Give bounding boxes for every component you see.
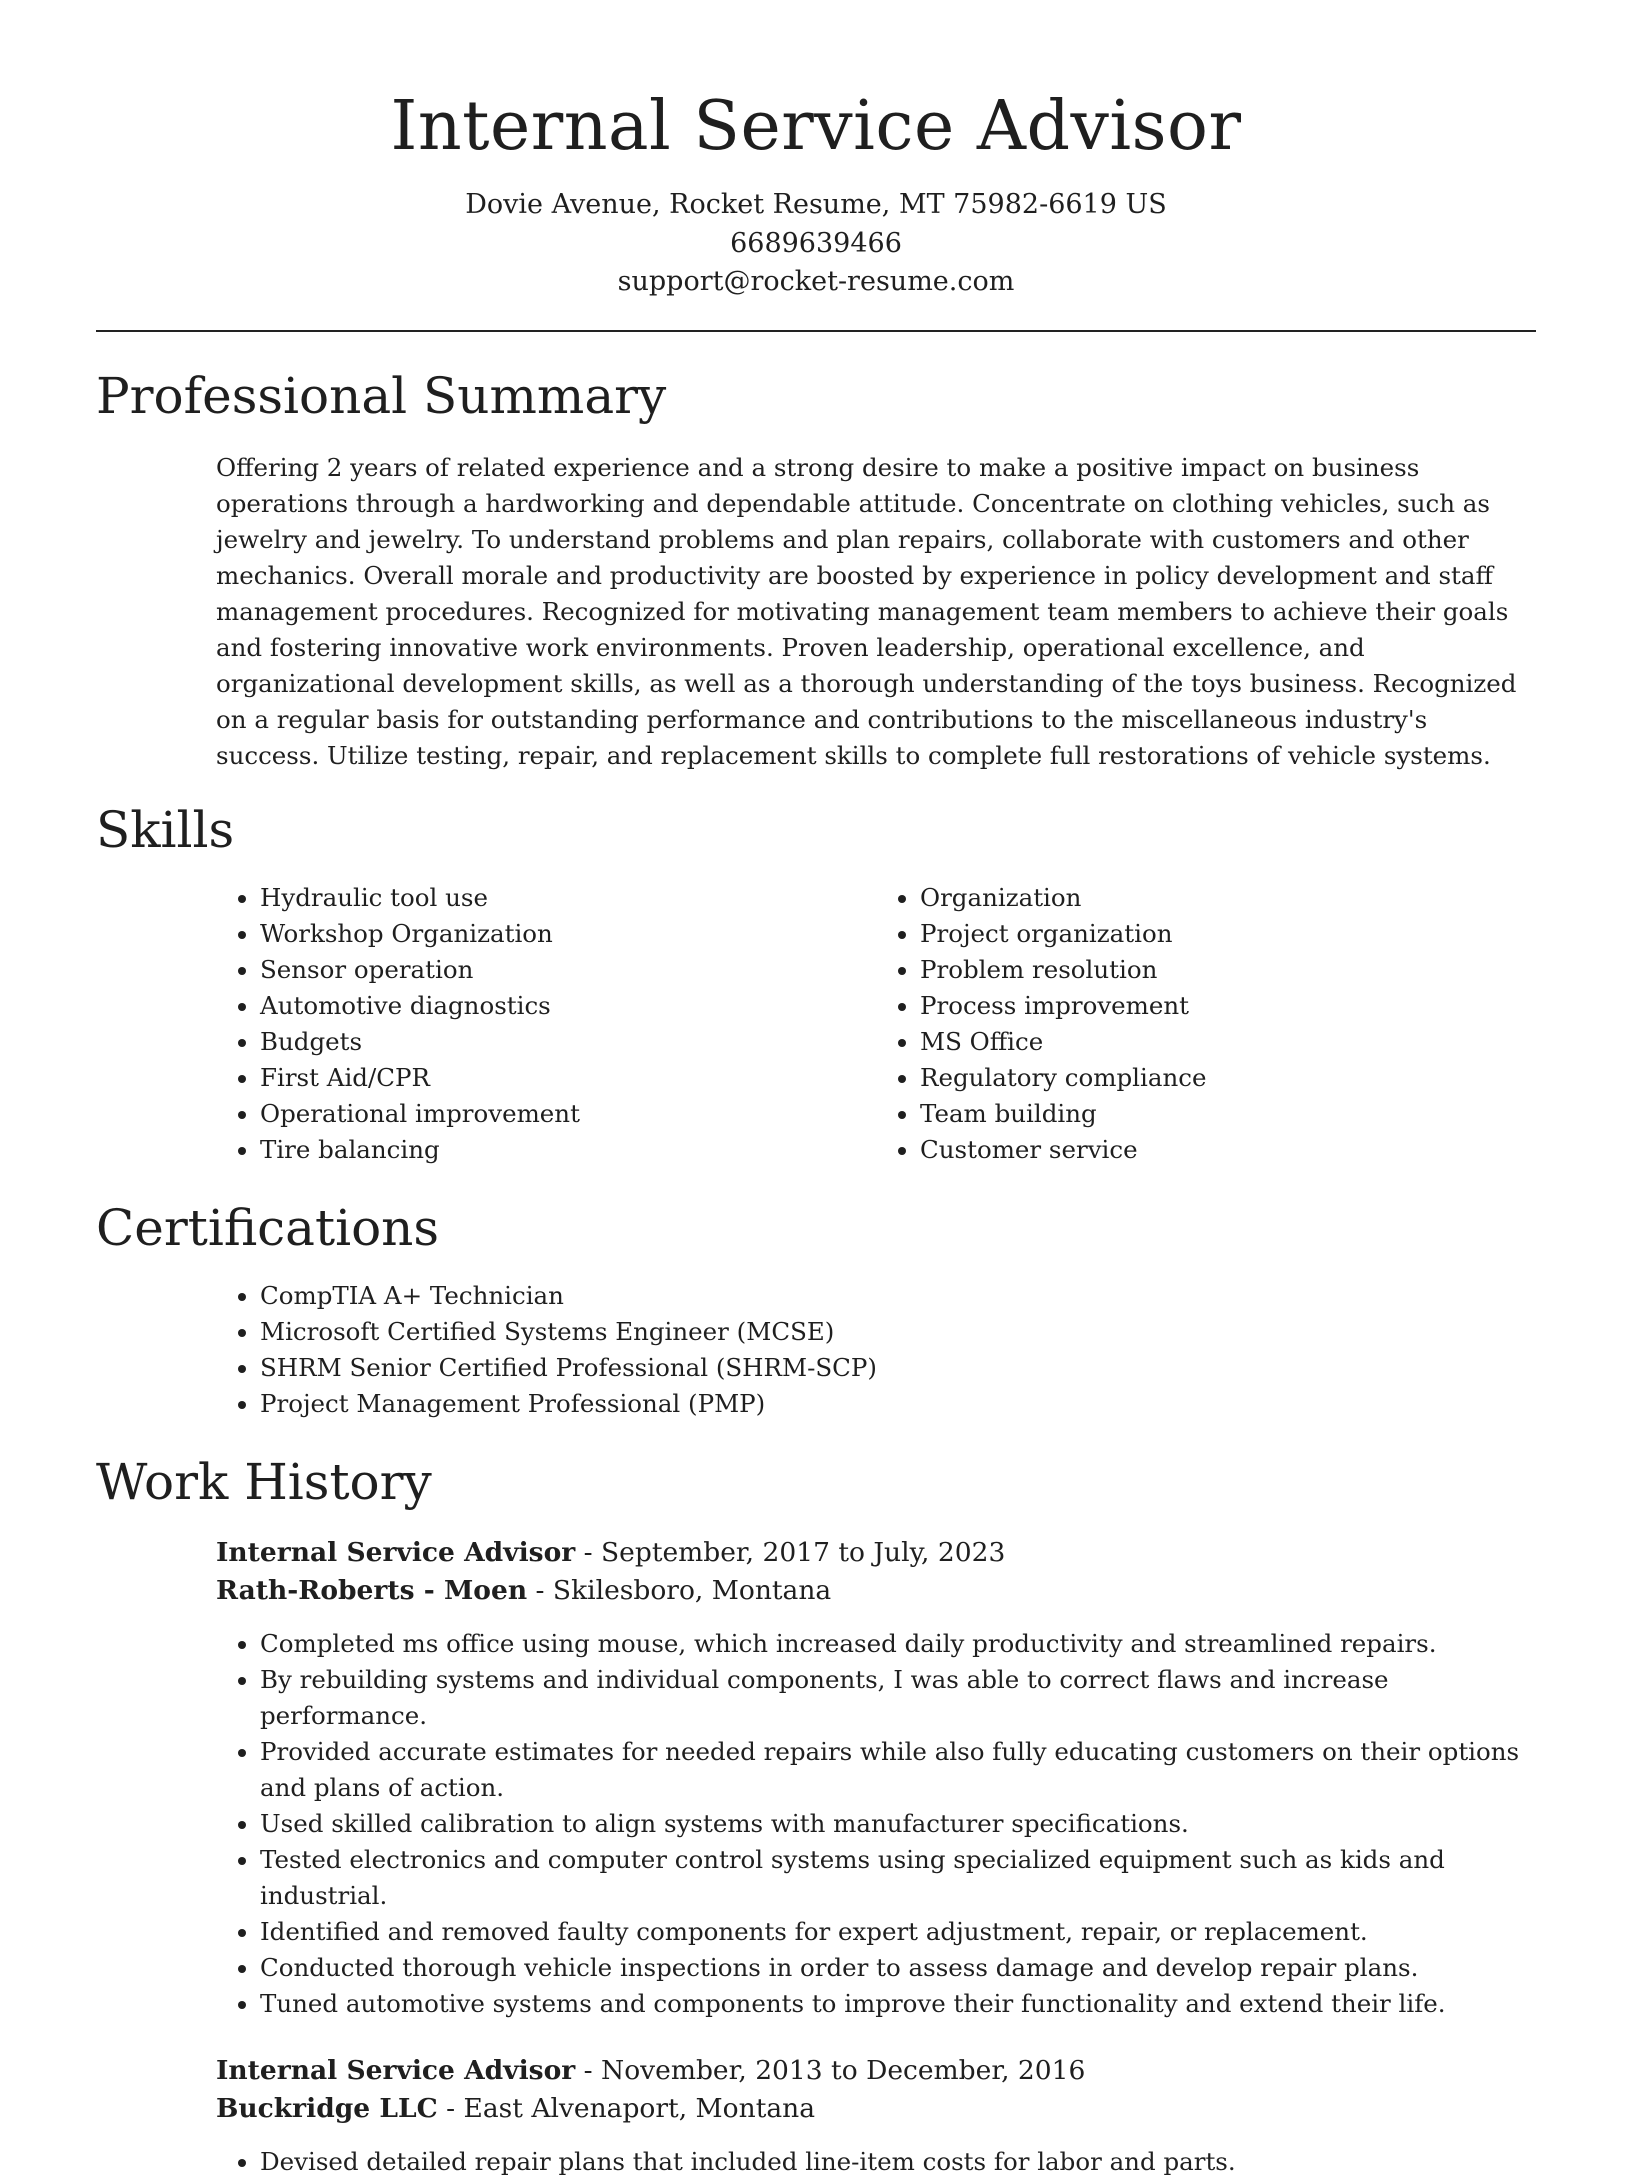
work-history-section [96, 1450, 1536, 2180]
job-bullet: • Completed ms office using mouse, which increased daily productivity and streamlined repairs. [260, 1626, 1536, 1662]
summary-text: Offering 2 years of related experience and a strong desire to make a positive impact on business operations through a hardworking and dependable attitude. Concentrate on clothing vehicles, such as jewelry and jewelry. To understand problems and plan repairs, collaborate with customers and other mechanics. Overall morale and productivity are boosted by experience in policy development and staff management procedures. Recognized for motivating management team members to achieve their goals and fostering innovative work environments. Proven leadership, operational excellence, and organizational development skills, as well as a thorough understanding of the toys business. Recognized on a regular basis for outstanding performance and contributions to the miscellaneous industry's success. Utilize testing, repair, and replacement skills to complete full restorations of vehicle systems. [216, 452, 1517, 770]
skills-column-left [216, 880, 876, 1168]
contact-email[interactable]: support@rocket-resume.com [617, 266, 1015, 297]
certification-item: • SHRM Senior Certified Professional (SHRM-SCP) [260, 1350, 1536, 1386]
job-bullet: • Identified and removed faulty components for expert adjustment, repair, or replacement. [260, 1914, 1536, 1950]
job-title: Internal Service Advisor [216, 1536, 576, 1568]
certifications-heading: Certifications [96, 1198, 440, 1257]
job-entry [216, 2052, 1536, 2180]
contact-phone: 6689639466 [730, 227, 902, 259]
resume-header [96, 0, 1536, 332]
skill-item: • Workshop Organization [260, 916, 876, 952]
contact-info [96, 186, 1536, 302]
skill-item: • Sensor operation [260, 952, 876, 988]
job-company: Rath-Roberts - Moen [216, 1574, 528, 1606]
work-history-heading: Work History [96, 1452, 432, 1511]
job-location: - Skilesboro, Montana [527, 1574, 832, 1606]
job-bullet: • Provided accurate estimates for needed repairs while also fully educating customers on their options and plans of action. [260, 1734, 1536, 1806]
job-dates: - September, 2017 to July, 2023 [575, 1536, 1006, 1568]
job-bullets [216, 2144, 1536, 2180]
skills-section [96, 798, 1536, 1168]
header-divider [96, 330, 1536, 332]
skill-item: • Project organization [920, 916, 1536, 952]
candidate-name: Internal Service Advisor [390, 87, 1242, 166]
job-title-line [216, 2052, 1536, 2090]
skills-heading: Skills [96, 800, 235, 859]
skills-column-right [876, 880, 1536, 1168]
certifications-body [216, 1278, 1536, 1422]
job-bullet: • Tuned automotive systems and components to improve their functionality and extend their life. [260, 1986, 1536, 2022]
summary-section [96, 364, 1536, 774]
skill-item: • Automotive diagnostics [260, 988, 876, 1024]
certifications-section [96, 1196, 1536, 1422]
job-title: Internal Service Advisor [216, 2054, 576, 2086]
job-bullet: • By rebuilding systems and individual components, I was able to correct flaws and increase performance. [260, 1662, 1536, 1734]
skill-item: • Regulatory compliance [920, 1060, 1536, 1096]
job-company-line [216, 1572, 1536, 1610]
job-title-line [216, 1534, 1536, 1572]
contact-address: Dovie Avenue, Rocket Resume, MT 75982-6619 US [465, 189, 1167, 220]
skill-item: • Operational improvement [260, 1096, 876, 1132]
resume-page [96, 0, 1536, 2180]
certifications-list [216, 1278, 1536, 1422]
certification-item: • Microsoft Certified Systems Engineer (MCSE) [260, 1314, 1536, 1350]
job-entry [216, 1534, 1536, 2022]
certification-item: • Project Management Professional (PMP) [260, 1386, 1536, 1422]
skill-item: • Tire balancing [260, 1132, 876, 1168]
job-bullet: • Conducted thorough vehicle inspections in order to assess damage and develop repair plans. [260, 1950, 1536, 1986]
certification-item: • CompTIA A+ Technician [260, 1278, 1536, 1314]
skill-item: • MS Office [920, 1024, 1536, 1060]
skills-grid [216, 880, 1536, 1168]
skill-item: • Budgets [260, 1024, 876, 1060]
skill-item: • Team building [920, 1096, 1536, 1132]
job-location: - East Alvenaport, Montana [437, 2092, 816, 2124]
skill-item: • Process improvement [920, 988, 1536, 1024]
summary-heading: Professional Summary [96, 366, 667, 425]
job-bullet: • Used skilled calibration to align systems with manufacturer specifications. [260, 1806, 1536, 1842]
job-company: Buckridge LLC [216, 2092, 438, 2124]
skill-item: • Customer service [920, 1132, 1536, 1168]
job-bullet: • Devised detailed repair plans that included line-item costs for labor and parts. [260, 2144, 1536, 2180]
job-bullets [216, 1626, 1536, 2022]
job-bullet: • Tested electronics and computer control systems using specialized equipment such as kids and industrial. [260, 1842, 1536, 1914]
skill-item: • Hydraulic tool use [260, 880, 876, 916]
skill-item: • First Aid/CPR [260, 1060, 876, 1096]
skill-item: • Problem resolution [920, 952, 1536, 988]
skill-item: • Organization [920, 880, 1536, 916]
job-company-line [216, 2090, 1536, 2128]
job-dates: - November, 2013 to December, 2016 [575, 2054, 1086, 2086]
